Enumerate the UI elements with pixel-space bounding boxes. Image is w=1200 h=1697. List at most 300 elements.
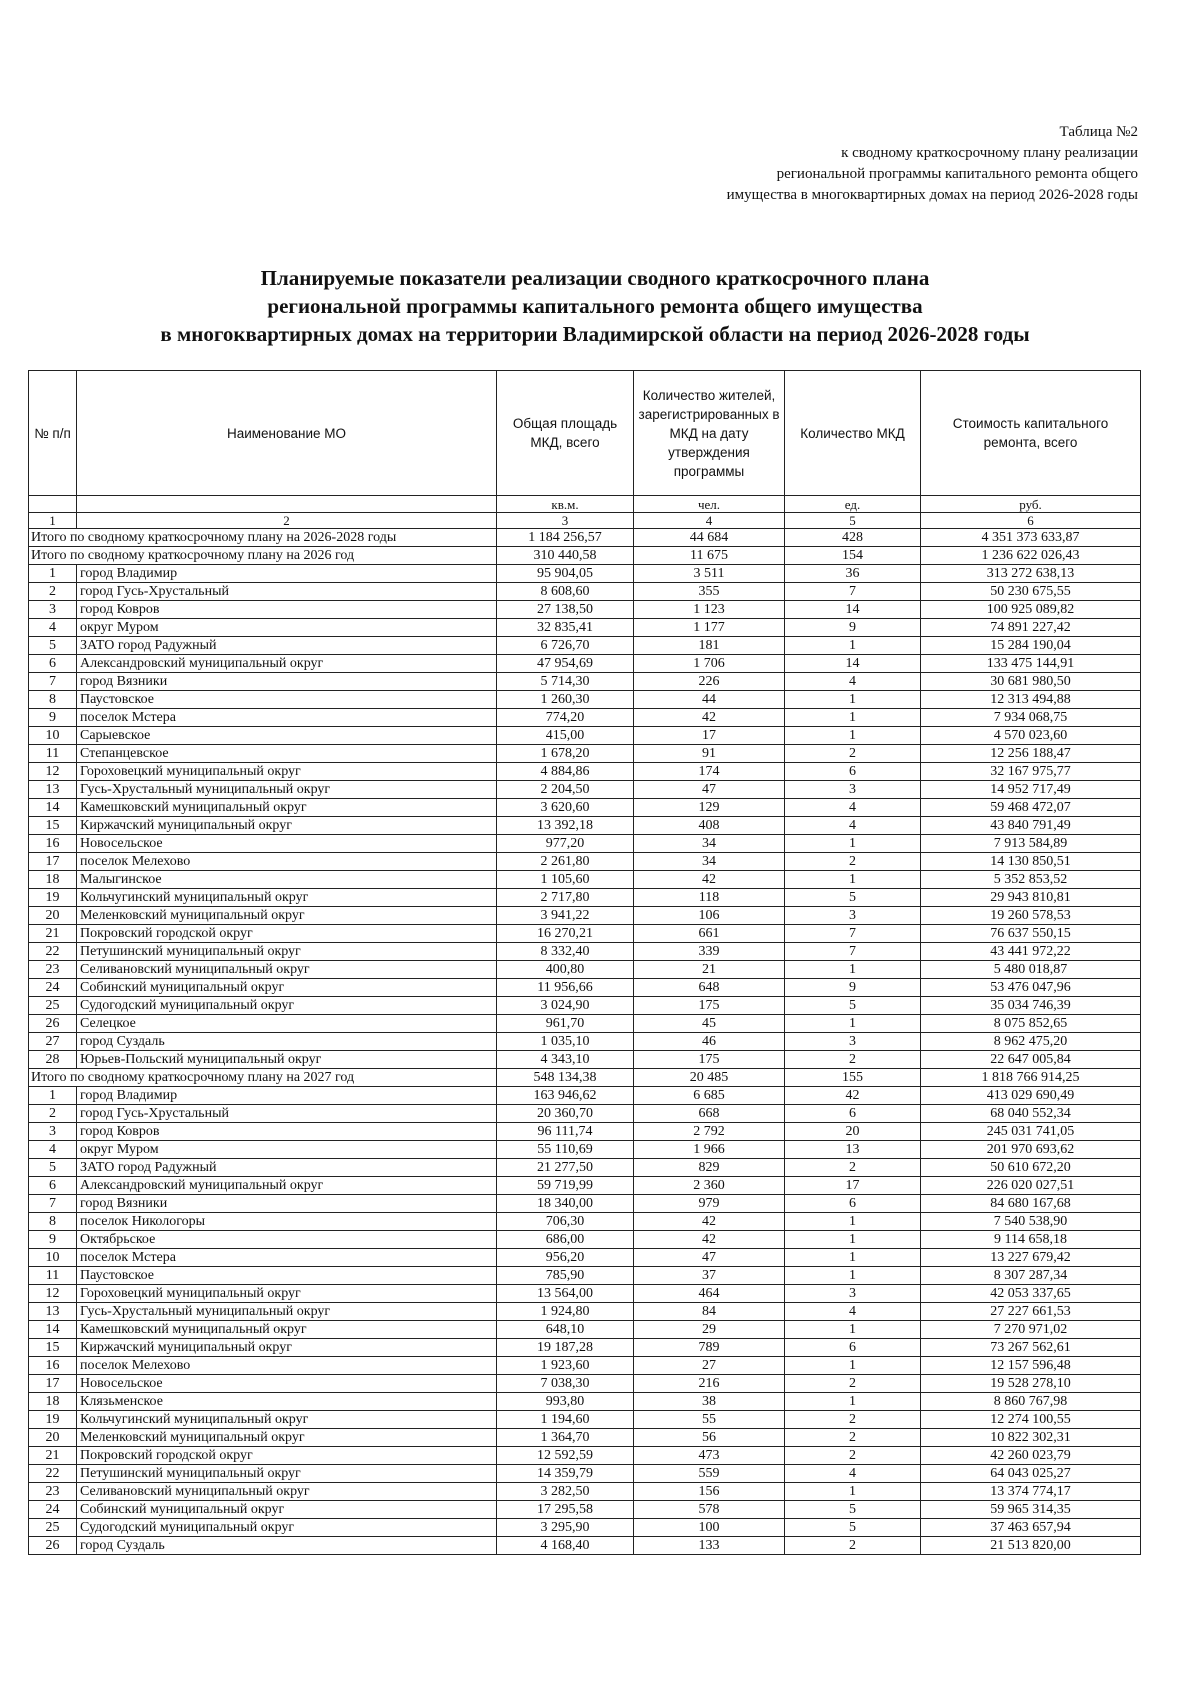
residents-cell: 156 (634, 1483, 785, 1501)
residents-cell: 979 (634, 1195, 785, 1213)
table-row (29, 997, 1141, 1015)
mo-name: Александровский муниципальный округ (77, 655, 497, 673)
row-number: 20 (29, 1429, 77, 1447)
cost-cell: 4 570 023,60 (921, 727, 1141, 745)
residents-cell: 464 (634, 1285, 785, 1303)
area-cell: 95 904,05 (497, 565, 634, 583)
houses-cell: 1 (785, 871, 921, 889)
mo-name: Паустовское (77, 1267, 497, 1285)
houses-cell: 3 (785, 781, 921, 799)
houses-cell: 5 (785, 1519, 921, 1537)
cost-cell: 12 157 596,48 (921, 1357, 1141, 1375)
mo-name: Паустовское (77, 691, 497, 709)
cost-cell: 5 480 018,87 (921, 961, 1141, 979)
table-row (29, 1321, 1141, 1339)
table-row (29, 583, 1141, 601)
table-row (29, 619, 1141, 637)
area-cell: 3 024,90 (497, 997, 634, 1015)
area-cell: 14 359,79 (497, 1465, 634, 1483)
caption-line: к сводному краткосрочному плану реализации (841, 145, 1138, 161)
column-number: 5 (785, 513, 921, 529)
row-number: 20 (29, 907, 77, 925)
mo-name: Клязьменское (77, 1393, 497, 1411)
table-row (29, 655, 1141, 673)
area-cell: 400,80 (497, 961, 634, 979)
residents-cell: 45 (634, 1015, 785, 1033)
title-line: Планируемые показатели реализации сводного краткосрочного плана (260, 266, 930, 290)
residents-cell: 44 684 (634, 529, 785, 547)
area-cell: 19 187,28 (497, 1339, 634, 1357)
cost-cell: 7 934 068,75 (921, 709, 1141, 727)
cost-cell: 42 260 023,79 (921, 1447, 1141, 1465)
cost-cell: 7 540 538,90 (921, 1213, 1141, 1231)
area-cell: 7 038,30 (497, 1375, 634, 1393)
table-row (29, 1429, 1141, 1447)
residents-cell: 55 (634, 1411, 785, 1429)
area-cell: 648,10 (497, 1321, 634, 1339)
residents-cell: 38 (634, 1393, 785, 1411)
row-number: 16 (29, 1357, 77, 1375)
row-number: 19 (29, 889, 77, 907)
residents-cell: 473 (634, 1447, 785, 1465)
mo-name: город Ковров (77, 1123, 497, 1141)
row-number: 5 (29, 637, 77, 655)
cost-cell: 53 476 047,96 (921, 979, 1141, 997)
cost-cell: 13 227 679,42 (921, 1249, 1141, 1267)
cost-cell: 32 167 975,77 (921, 763, 1141, 781)
houses-cell: 1 (785, 1321, 921, 1339)
caption-line: Таблица №2 (1059, 124, 1138, 140)
houses-cell: 2 (785, 853, 921, 871)
cost-cell: 10 822 302,31 (921, 1429, 1141, 1447)
table-row (29, 1375, 1141, 1393)
area-cell: 55 110,69 (497, 1141, 634, 1159)
area-cell: 21 277,50 (497, 1159, 634, 1177)
cost-cell: 76 637 550,15 (921, 925, 1141, 943)
cost-cell: 7 270 971,02 (921, 1321, 1141, 1339)
houses-cell: 2 (785, 1447, 921, 1465)
row-number: 25 (29, 997, 77, 1015)
mo-name: Петушинский муниципальный округ (77, 1465, 497, 1483)
cost-cell: 59 468 472,07 (921, 799, 1141, 817)
cost-cell: 68 040 552,34 (921, 1105, 1141, 1123)
residents-cell: 829 (634, 1159, 785, 1177)
area-cell: 32 835,41 (497, 619, 634, 637)
cost-cell: 12 274 100,55 (921, 1411, 1141, 1429)
residents-cell: 175 (634, 997, 785, 1015)
table-row (29, 565, 1141, 583)
cost-cell: 1 818 766 914,25 (921, 1069, 1141, 1087)
caption-line: имущества в многоквартирных домах на период 2026-2028 годы (726, 187, 1138, 203)
area-cell: 686,00 (497, 1231, 634, 1249)
houses-cell: 6 (785, 1105, 921, 1123)
residents-cell: 11 675 (634, 547, 785, 565)
houses-cell: 2 (785, 1429, 921, 1447)
area-cell: 785,90 (497, 1267, 634, 1285)
unit-cell (29, 496, 77, 513)
table-row (29, 1051, 1141, 1069)
area-cell: 548 134,38 (497, 1069, 634, 1087)
header-cost: Стоимость капитального ремонта, всего (921, 371, 1141, 496)
residents-cell: 1 966 (634, 1141, 785, 1159)
row-number: 1 (29, 565, 77, 583)
table-row (29, 907, 1141, 925)
residents-cell: 661 (634, 925, 785, 943)
cost-cell: 35 034 746,39 (921, 997, 1141, 1015)
mo-name: Покровский городской округ (77, 1447, 497, 1465)
row-number: 21 (29, 925, 77, 943)
row-number: 12 (29, 763, 77, 781)
mo-name: Кольчугинский муниципальный округ (77, 1411, 497, 1429)
mo-name: город Гусь-Хрустальный (77, 583, 497, 601)
mo-name: поселок Мстера (77, 1249, 497, 1267)
row-number: 12 (29, 1285, 77, 1303)
cost-cell: 42 053 337,65 (921, 1285, 1141, 1303)
mo-name: Меленковский муниципальный округ (77, 1429, 497, 1447)
row-number: 7 (29, 1195, 77, 1213)
total-row (29, 529, 1141, 547)
row-number: 4 (29, 619, 77, 637)
mo-name: Селивановский муниципальный округ (77, 1483, 497, 1501)
row-number: 8 (29, 691, 77, 709)
table-row (29, 817, 1141, 835)
row-number: 11 (29, 745, 77, 763)
residents-cell: 339 (634, 943, 785, 961)
residents-cell: 91 (634, 745, 785, 763)
area-cell: 4 884,86 (497, 763, 634, 781)
area-cell: 8 608,60 (497, 583, 634, 601)
document-title (40, 264, 1150, 348)
residents-cell: 27 (634, 1357, 785, 1375)
row-number: 18 (29, 1393, 77, 1411)
row-number: 3 (29, 1123, 77, 1141)
cost-cell: 8 962 475,20 (921, 1033, 1141, 1051)
residents-cell: 668 (634, 1105, 785, 1123)
mo-name: Камешковский муниципальный округ (77, 1321, 497, 1339)
residents-cell: 133 (634, 1537, 785, 1555)
residents-cell: 175 (634, 1051, 785, 1069)
houses-cell: 13 (785, 1141, 921, 1159)
mo-name: Гусь-Хрустальный муниципальный округ (77, 1303, 497, 1321)
area-cell: 2 261,80 (497, 853, 634, 871)
mo-name: Кольчугинский муниципальный округ (77, 889, 497, 907)
row-number: 10 (29, 1249, 77, 1267)
residents-cell: 129 (634, 799, 785, 817)
cost-cell: 313 272 638,13 (921, 565, 1141, 583)
table-row (29, 745, 1141, 763)
mo-name: город Владимир (77, 1087, 497, 1105)
residents-cell: 46 (634, 1033, 785, 1051)
row-number: 10 (29, 727, 77, 745)
table-row (29, 889, 1141, 907)
mo-name: Октябрьское (77, 1231, 497, 1249)
cost-cell: 12 256 188,47 (921, 745, 1141, 763)
row-number: 21 (29, 1447, 77, 1465)
residents-cell: 181 (634, 637, 785, 655)
table-row (29, 1537, 1141, 1555)
residents-cell: 37 (634, 1267, 785, 1285)
residents-cell: 226 (634, 673, 785, 691)
mo-name: город Гусь-Хрустальный (77, 1105, 497, 1123)
table-row (29, 781, 1141, 799)
mo-name: Сарыевское (77, 727, 497, 745)
area-cell: 1 194,60 (497, 1411, 634, 1429)
mo-name: поселок Мелехово (77, 1357, 497, 1375)
title-line: в многоквартирных домах на территории Владимирской области на период 2026-2028 годы (160, 322, 1030, 346)
residents-cell: 6 685 (634, 1087, 785, 1105)
mo-name: Покровский городской округ (77, 925, 497, 943)
column-number: 3 (497, 513, 634, 529)
table-row (29, 709, 1141, 727)
mo-name: округ Муром (77, 619, 497, 637)
houses-cell: 428 (785, 529, 921, 547)
cost-cell: 84 680 167,68 (921, 1195, 1141, 1213)
table-row (29, 1339, 1141, 1357)
row-number: 2 (29, 583, 77, 601)
houses-cell: 1 (785, 1213, 921, 1231)
table-row (29, 727, 1141, 745)
mo-name: Гороховецкий муниципальный округ (77, 763, 497, 781)
residents-cell: 84 (634, 1303, 785, 1321)
houses-cell: 1 (785, 637, 921, 655)
cost-cell: 29 943 810,81 (921, 889, 1141, 907)
residents-cell: 106 (634, 907, 785, 925)
houses-cell: 1 (785, 1393, 921, 1411)
houses-cell: 1 (785, 1249, 921, 1267)
mo-name: Александровский муниципальный округ (77, 1177, 497, 1195)
houses-cell: 2 (785, 1411, 921, 1429)
mo-name: Собинский муниципальный округ (77, 979, 497, 997)
table-row (29, 1501, 1141, 1519)
table-row (29, 1285, 1141, 1303)
residents-cell: 216 (634, 1375, 785, 1393)
table-row (29, 1231, 1141, 1249)
mo-name: город Суздаль (77, 1033, 497, 1051)
table-row (29, 1105, 1141, 1123)
area-cell: 3 295,90 (497, 1519, 634, 1537)
row-number: 23 (29, 961, 77, 979)
houses-cell: 3 (785, 907, 921, 925)
row-number: 11 (29, 1267, 77, 1285)
houses-cell: 9 (785, 979, 921, 997)
residents-cell: 1 706 (634, 655, 785, 673)
residents-cell: 42 (634, 1213, 785, 1231)
houses-cell: 4 (785, 673, 921, 691)
table-row (29, 961, 1141, 979)
area-cell: 4 168,40 (497, 1537, 634, 1555)
cost-cell: 13 374 774,17 (921, 1483, 1141, 1501)
houses-cell: 1 (785, 709, 921, 727)
area-cell: 3 620,60 (497, 799, 634, 817)
residents-cell: 3 511 (634, 565, 785, 583)
row-number: 3 (29, 601, 77, 619)
cost-cell: 413 029 690,49 (921, 1087, 1141, 1105)
table-row (29, 871, 1141, 889)
residents-cell: 56 (634, 1429, 785, 1447)
residents-cell: 355 (634, 583, 785, 601)
row-number: 8 (29, 1213, 77, 1231)
residents-cell: 47 (634, 781, 785, 799)
houses-cell: 6 (785, 1339, 921, 1357)
row-number: 26 (29, 1015, 77, 1033)
area-cell: 5 714,30 (497, 673, 634, 691)
cost-cell: 73 267 562,61 (921, 1339, 1141, 1357)
mo-name: город Суздаль (77, 1537, 497, 1555)
row-number: 9 (29, 709, 77, 727)
houses-cell: 5 (785, 997, 921, 1015)
row-number: 14 (29, 1321, 77, 1339)
table-body (29, 529, 1141, 1555)
table-row (29, 1015, 1141, 1033)
houses-cell: 20 (785, 1123, 921, 1141)
indicators-table (28, 370, 1141, 1555)
mo-name: Меленковский муниципальный округ (77, 907, 497, 925)
total-label: Итого по сводному краткосрочному плану на 2027 год (29, 1069, 497, 1087)
table-row (29, 1267, 1141, 1285)
residents-cell: 1 123 (634, 601, 785, 619)
mo-name: Киржачский муниципальный округ (77, 1339, 497, 1357)
mo-name: Малыгинское (77, 871, 497, 889)
mo-name: город Вязники (77, 1195, 497, 1213)
table-row (29, 835, 1141, 853)
header-num: № п/п (29, 371, 77, 496)
table-row (29, 1087, 1141, 1105)
cost-cell: 27 227 661,53 (921, 1303, 1141, 1321)
mo-name: округ Муром (77, 1141, 497, 1159)
area-cell: 12 592,59 (497, 1447, 634, 1465)
cost-cell: 64 043 025,27 (921, 1465, 1141, 1483)
area-cell: 8 332,40 (497, 943, 634, 961)
cost-cell: 59 965 314,35 (921, 1501, 1141, 1519)
houses-cell: 6 (785, 1195, 921, 1213)
table-row (29, 1483, 1141, 1501)
row-number: 7 (29, 673, 77, 691)
cost-cell: 50 610 672,20 (921, 1159, 1141, 1177)
area-cell: 1 678,20 (497, 745, 634, 763)
houses-cell: 2 (785, 1375, 921, 1393)
table-row (29, 1447, 1141, 1465)
total-label: Итого по сводному краткосрочному плану на 2026 год (29, 547, 497, 565)
mo-name: Камешковский муниципальный округ (77, 799, 497, 817)
residents-cell: 578 (634, 1501, 785, 1519)
area-cell: 1 364,70 (497, 1429, 634, 1447)
area-cell: 961,70 (497, 1015, 634, 1033)
mo-name: Селивановский муниципальный округ (77, 961, 497, 979)
cost-cell: 21 513 820,00 (921, 1537, 1141, 1555)
area-cell: 11 956,66 (497, 979, 634, 997)
area-cell: 163 946,62 (497, 1087, 634, 1105)
title-line: региональной программы капитального ремонта общего имущества (267, 294, 923, 318)
area-cell: 310 440,58 (497, 547, 634, 565)
area-cell: 20 360,70 (497, 1105, 634, 1123)
houses-cell: 155 (785, 1069, 921, 1087)
mo-name: Юрьев-Польский муниципальный округ (77, 1051, 497, 1069)
mo-name: город Ковров (77, 601, 497, 619)
residents-cell: 174 (634, 763, 785, 781)
table-row (29, 1123, 1141, 1141)
residents-cell: 42 (634, 1231, 785, 1249)
row-number: 1 (29, 1087, 77, 1105)
row-number: 13 (29, 1303, 77, 1321)
cost-cell: 30 681 980,50 (921, 673, 1141, 691)
residents-cell: 559 (634, 1465, 785, 1483)
mo-name: город Вязники (77, 673, 497, 691)
houses-cell: 17 (785, 1177, 921, 1195)
table-row (29, 799, 1141, 817)
table-row (29, 691, 1141, 709)
column-number: 1 (29, 513, 77, 529)
cost-cell: 1 236 622 026,43 (921, 547, 1141, 565)
houses-cell: 7 (785, 943, 921, 961)
column-number: 4 (634, 513, 785, 529)
cost-cell: 9 114 658,18 (921, 1231, 1141, 1249)
table-caption (727, 122, 1138, 206)
houses-cell: 14 (785, 601, 921, 619)
mo-name: Петушинский муниципальный округ (77, 943, 497, 961)
table-row (29, 943, 1141, 961)
area-cell: 16 270,21 (497, 925, 634, 943)
mo-name: Судогодский муниципальный округ (77, 997, 497, 1015)
area-cell: 13 392,18 (497, 817, 634, 835)
houses-cell: 1 (785, 1231, 921, 1249)
cost-cell: 8 860 767,98 (921, 1393, 1141, 1411)
area-cell: 1 923,60 (497, 1357, 634, 1375)
houses-cell: 4 (785, 1465, 921, 1483)
table-row (29, 1357, 1141, 1375)
houses-cell: 1 (785, 727, 921, 745)
cost-cell: 74 891 227,42 (921, 619, 1141, 637)
row-number: 6 (29, 655, 77, 673)
houses-cell: 2 (785, 1051, 921, 1069)
cost-cell: 7 913 584,89 (921, 835, 1141, 853)
unit-cell: ед. (785, 496, 921, 513)
row-number: 28 (29, 1051, 77, 1069)
mo-name: поселок Мстера (77, 709, 497, 727)
row-number: 6 (29, 1177, 77, 1195)
table-row (29, 1303, 1141, 1321)
houses-cell: 3 (785, 1285, 921, 1303)
table-row (29, 673, 1141, 691)
houses-cell: 36 (785, 565, 921, 583)
row-number: 5 (29, 1159, 77, 1177)
mo-name: Селецкое (77, 1015, 497, 1033)
residents-cell: 648 (634, 979, 785, 997)
row-number: 22 (29, 1465, 77, 1483)
mo-name: Гороховецкий муниципальный округ (77, 1285, 497, 1303)
row-number: 19 (29, 1411, 77, 1429)
area-cell: 415,00 (497, 727, 634, 745)
cost-cell: 5 352 853,52 (921, 871, 1141, 889)
residents-cell: 34 (634, 835, 785, 853)
row-number: 2 (29, 1105, 77, 1123)
houses-cell: 14 (785, 655, 921, 673)
row-number: 16 (29, 835, 77, 853)
houses-cell: 4 (785, 1303, 921, 1321)
houses-cell: 1 (785, 1267, 921, 1285)
row-number: 25 (29, 1519, 77, 1537)
row-number: 23 (29, 1483, 77, 1501)
row-number: 24 (29, 979, 77, 997)
houses-cell: 2 (785, 1159, 921, 1177)
total-label: Итого по сводному краткосрочному плану на 2026-2028 годы (29, 529, 497, 547)
houses-cell: 1 (785, 961, 921, 979)
houses-cell: 7 (785, 583, 921, 601)
houses-cell: 1 (785, 835, 921, 853)
residents-cell: 42 (634, 871, 785, 889)
table-row (29, 1159, 1141, 1177)
column-number: 2 (77, 513, 497, 529)
area-cell: 6 726,70 (497, 637, 634, 655)
